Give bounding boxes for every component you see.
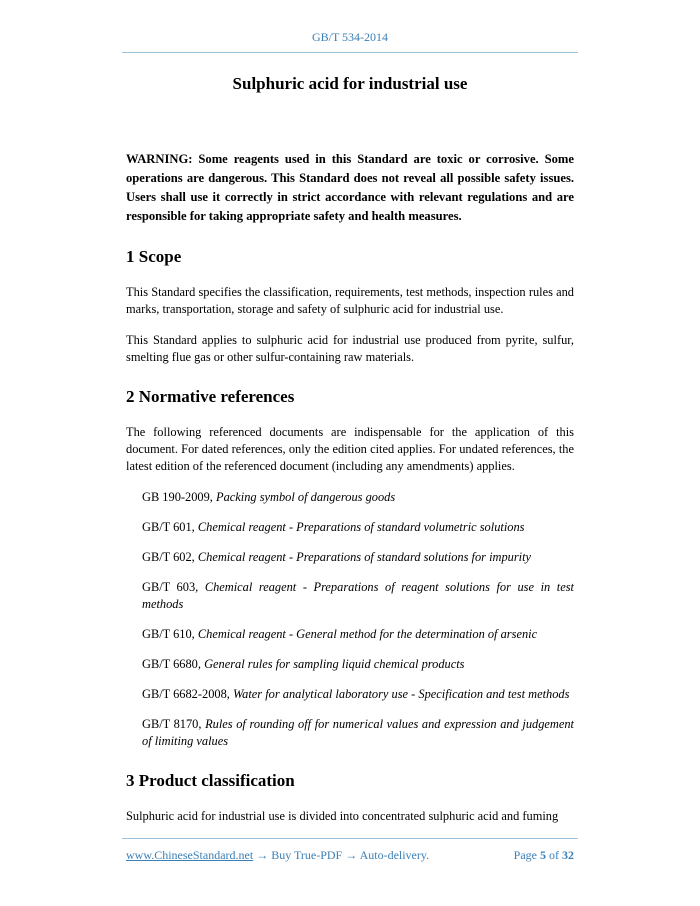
reference-item xyxy=(142,626,574,643)
reference-item xyxy=(142,716,574,750)
reference-title: General rules for sampling liquid chemical products xyxy=(204,657,465,671)
page-total: 32 xyxy=(562,848,574,862)
header-standard-code: GB/T 534-2014 xyxy=(311,30,389,44)
reference-title: Chemical reagent - Preparations of standard solutions for impurity xyxy=(197,550,532,564)
reference-title: Water for analytical laboratory use - Specification and test methods xyxy=(232,687,570,701)
classification-paragraph: Sulphuric acid for industrial use is divided into concentrated sulphuric acid and fuming xyxy=(126,809,559,823)
reference-code: GB 190-2009, xyxy=(142,490,216,504)
reference-item xyxy=(142,656,574,673)
normative-intro-paragraph: The following referenced documents are indispensable for the application of this document. For dated references, only the edition cited applies. For undated references, the latest edition of the referenced document (including any amendments) applies. xyxy=(126,425,574,473)
reference-title: Chemical reagent - General method for the determination of arsenic xyxy=(197,627,538,641)
reference-item xyxy=(142,686,574,703)
footer-promo-text: → Buy True-PDF → Auto-delivery. xyxy=(253,848,430,862)
footer xyxy=(126,848,574,863)
reference-code: GB/T 8170, xyxy=(142,717,206,731)
reference-item xyxy=(142,579,574,613)
section-heading-product-classification: 3 Product classification xyxy=(126,771,295,790)
reference-item xyxy=(142,489,574,506)
scope-paragraph-2: This Standard applies to sulphuric acid for industrial use produced from pyrite, sulfur, smelting flue gas or other sulfur-containing raw materials. xyxy=(126,333,574,364)
scope-paragraph-1: This Standard specifies the classification, requirements, test methods, inspection rules and marks, transportation, storage and safety of sulphuric acid for industrial use. xyxy=(126,285,574,316)
page-current: 5 xyxy=(540,848,546,862)
document-title: Sulphuric acid for industrial use xyxy=(232,74,468,93)
reference-title: Chemical reagent - Preparations of standard volumetric solutions xyxy=(197,520,525,534)
reference-code: GB/T 602, xyxy=(142,550,198,564)
page-indicator xyxy=(514,848,574,863)
document-body xyxy=(126,150,574,839)
reference-item xyxy=(142,549,574,566)
reference-code: GB/T 603, xyxy=(142,580,205,594)
reference-code: GB/T 6682-2008, xyxy=(142,687,233,701)
reference-title: Packing symbol of dangerous goods xyxy=(216,490,396,504)
reference-code: GB/T 6680, xyxy=(142,657,205,671)
page-of: of xyxy=(546,848,562,862)
reference-title: Rules of rounding off for numerical values and expression and judgement of limiting values xyxy=(142,717,575,748)
section-heading-scope: 1 Scope xyxy=(126,247,182,266)
reference-code: GB/T 601, xyxy=(142,520,198,534)
website-link[interactable]: www.ChineseStandard.net xyxy=(126,848,254,862)
header-divider xyxy=(122,52,578,53)
section-heading-normative-references: 2 Normative references xyxy=(126,387,295,406)
reference-title: Chemical reagent - Preparations of reagent solutions for use in test methods xyxy=(142,580,574,611)
page-label: Page xyxy=(513,848,540,862)
warning-paragraph: WARNING: Some reagents used in this Standard are toxic or corrosive. Some operations are dangerous. This Standard does not reveal all possible safety issues. Users shall use it correctly in strict accordance with relevant regulations and are responsible for taking appropriate safety and health measures. xyxy=(126,152,574,223)
reference-item xyxy=(142,519,574,536)
reference-code: GB/T 610, xyxy=(142,627,198,641)
reference-list xyxy=(126,489,574,750)
footer-divider xyxy=(122,838,578,839)
